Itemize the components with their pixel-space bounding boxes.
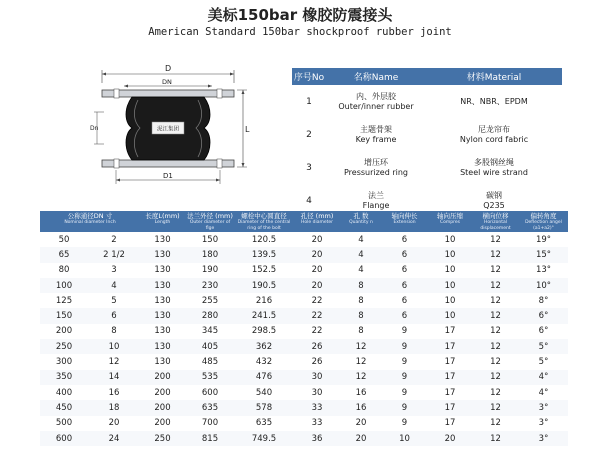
spec-cell: 150 — [185, 232, 235, 247]
spec-header-en: Horizontal displacement — [480, 220, 511, 231]
spec-cell: 130 — [140, 354, 185, 369]
spec-cell: 6° — [519, 324, 568, 339]
spec-cell: 180 — [185, 247, 235, 262]
spec-cell: 10 — [428, 232, 472, 247]
spec-cell: 405 — [185, 339, 235, 354]
spec-cell: 150 — [40, 308, 88, 323]
spec-cell: 20 — [293, 278, 341, 293]
spec-cell: 700 — [185, 416, 235, 431]
spec-cell: 33 — [293, 416, 341, 431]
spec-cell: 65 — [40, 247, 88, 262]
material-name-cn: 主题骨架 — [360, 124, 392, 134]
spec-cell: 26 — [293, 339, 341, 354]
spec-cell: 50 — [40, 232, 88, 247]
spec-cell: 9 — [381, 385, 428, 400]
spec-cell: 255 — [185, 293, 235, 308]
spec-header — [140, 211, 185, 232]
spec-cell: 12 — [472, 278, 519, 293]
spec-cell: 241.5 — [235, 308, 293, 323]
spec-cell: 400 — [40, 385, 88, 400]
spec-cell: 9 — [381, 400, 428, 415]
spec-cell: 12 — [341, 370, 381, 385]
spec-cell: 9 — [381, 370, 428, 385]
material-no: 3 — [306, 162, 312, 173]
spec-cell: 5° — [519, 354, 568, 369]
spec-row — [40, 278, 568, 293]
spec-header — [341, 211, 381, 232]
spec-cell: 20 — [341, 431, 381, 446]
spec-cell: 20 — [88, 416, 140, 431]
spec-header-cn: 孔径 (mm) — [300, 212, 334, 220]
spec-cell: 130 — [140, 263, 185, 278]
spec-row — [40, 416, 568, 431]
material-no: 2 — [306, 129, 312, 140]
spec-cell: 15° — [519, 247, 568, 262]
material-name — [326, 118, 426, 151]
spec-cell: 3° — [519, 400, 568, 415]
spec-cell: 19° — [519, 232, 568, 247]
spec-cell: 22 — [293, 293, 341, 308]
spec-cell: 500 — [40, 416, 88, 431]
spec-row — [40, 263, 568, 278]
material-name-cn: 内、外层胶 — [356, 91, 396, 101]
spec-cell: 12 — [472, 431, 519, 446]
material-name-cn: 法兰 — [368, 190, 384, 200]
spec-header-en: Diameter of the central ring of the bolt — [237, 220, 291, 231]
spec-cell: 130 — [140, 247, 185, 262]
spec-cell: 200 — [140, 385, 185, 400]
spec-cell: 20 — [428, 431, 472, 446]
spec-cell: 635 — [185, 400, 235, 415]
material-spec-cn: NR、NBR、EPDM — [460, 96, 528, 106]
material-name — [326, 85, 426, 118]
spec-cell: 10 — [428, 308, 472, 323]
spec-cell: 8° — [519, 293, 568, 308]
spec-cell: 350 — [40, 370, 88, 385]
spec-cell: 250 — [140, 431, 185, 446]
spec-cell: 12 — [472, 354, 519, 369]
spec-header — [40, 211, 140, 232]
spec-cell: 17 — [428, 324, 472, 339]
rubber-joint-drawing — [92, 60, 252, 190]
spec-cell: 12 — [472, 293, 519, 308]
spec-cell: 18 — [88, 400, 140, 415]
spec-row — [40, 293, 568, 308]
dim-label-d: D — [165, 64, 172, 73]
spec-cell: 12 — [472, 247, 519, 262]
spec-cell: 230 — [185, 278, 235, 293]
spec-cell: 362 — [235, 339, 293, 354]
spec-cell: 24 — [88, 431, 140, 446]
spec-cell: 200 — [140, 400, 185, 415]
material-no: 1 — [306, 96, 312, 107]
spec-cell: 12 — [472, 308, 519, 323]
spec-cell: 20 — [341, 416, 381, 431]
spec-header-cn: 公称通径DN 寸 — [67, 212, 113, 220]
spec-cell: 200 — [40, 324, 88, 339]
spec-cell: 8 — [341, 324, 381, 339]
spec-cell: 4 — [341, 247, 381, 262]
spec-cell: 17 — [428, 370, 472, 385]
spec-cell: 10 — [88, 339, 140, 354]
spec-cell: 600 — [185, 385, 235, 400]
spec-cell: 12 — [341, 354, 381, 369]
material-spec-cn: 碳钢 — [486, 190, 502, 200]
spec-cell: 298.5 — [235, 324, 293, 339]
spec-cell: 22 — [293, 324, 341, 339]
spec-cell: 33 — [293, 400, 341, 415]
materials-header-material: 材料Material — [426, 68, 562, 85]
spec-header — [519, 211, 568, 232]
spec-row — [40, 324, 568, 339]
spec-cell: 10 — [428, 263, 472, 278]
dim-label-d1: D1 — [163, 172, 173, 180]
spec-cell: 8 — [341, 308, 381, 323]
spec-cell: 6 — [88, 308, 140, 323]
spec-cell: 300 — [40, 354, 88, 369]
materials-row — [292, 118, 562, 151]
spec-header-en: Nominal diameter Inch — [64, 220, 116, 225]
spec-cell: 815 — [185, 431, 235, 446]
spec-cell: 17 — [428, 354, 472, 369]
spec-table — [40, 211, 568, 446]
spec-cell: 130 — [140, 293, 185, 308]
dim-label-dn-side: Dn — [90, 125, 99, 132]
spec-header-en: Compres — [440, 220, 461, 225]
spec-cell: 12 — [88, 354, 140, 369]
spec-cell: 6 — [381, 308, 428, 323]
material-spec-en: Nylon cord fabric — [459, 134, 529, 144]
spec-header-en: Outer diameter of flge — [189, 220, 231, 231]
spec-cell: 14 — [88, 370, 140, 385]
spec-cell: 10 — [381, 431, 428, 446]
spec-cell: 190.5 — [235, 278, 293, 293]
brand-label: 泥江集团 — [156, 126, 180, 133]
spec-cell: 749.5 — [235, 431, 293, 446]
spec-header — [293, 211, 341, 232]
spec-row — [40, 339, 568, 354]
spec-cell: 6 — [381, 247, 428, 262]
spec-cell: 130 — [140, 232, 185, 247]
spec-cell: 20 — [293, 232, 341, 247]
material-spec-cn: 多股钢丝绳 — [474, 157, 514, 167]
spec-cell: 12 — [472, 370, 519, 385]
spec-cell: 130 — [140, 324, 185, 339]
spec-row — [40, 354, 568, 369]
spec-cell: 12 — [472, 339, 519, 354]
spec-row — [40, 431, 568, 446]
spec-cell: 139.5 — [235, 247, 293, 262]
spec-cell: 476 — [235, 370, 293, 385]
spec-cell: 3° — [519, 431, 568, 446]
spec-cell: 130 — [140, 308, 185, 323]
spec-cell: 600 — [40, 431, 88, 446]
spec-cell: 9 — [381, 416, 428, 431]
spec-cell: 20 — [293, 263, 341, 278]
spec-cell: 5° — [519, 339, 568, 354]
materials-header-no: 序号No — [292, 68, 326, 85]
spec-header-en: Deflection angel (a1+a2)° — [525, 220, 562, 231]
spec-header-en: Extension — [393, 220, 416, 225]
spec-header-en: Hole diameter — [301, 220, 334, 225]
material-name-en: Key frame — [355, 134, 397, 144]
spec-cell: 540 — [235, 385, 293, 400]
spec-cell: 4 — [341, 263, 381, 278]
spec-row — [40, 400, 568, 415]
spec-header — [381, 211, 428, 232]
spec-cell: 12 — [341, 339, 381, 354]
spec-row — [40, 308, 568, 323]
spec-cell: 8 — [88, 324, 140, 339]
spec-cell: 12 — [472, 324, 519, 339]
spec-cell: 250 — [40, 339, 88, 354]
spec-header-cn: 螺栓中心圆直径 — [241, 212, 287, 220]
material-no: 4 — [306, 195, 312, 206]
spec-cell: 9 — [381, 339, 428, 354]
spec-row — [40, 370, 568, 385]
spec-header-cn: 孔 数 — [353, 212, 369, 220]
spec-cell: 4 — [341, 232, 381, 247]
spec-header-en: Quantity n — [349, 220, 373, 225]
material-name-en: Pressurized ring — [343, 167, 409, 177]
materials-header-name: 名称Name — [326, 68, 426, 85]
spec-cell: 9 — [381, 354, 428, 369]
spec-cell: 5 — [88, 293, 140, 308]
material-spec — [426, 151, 562, 184]
spec-cell: 16 — [341, 385, 381, 400]
spec-cell: 12 — [472, 232, 519, 247]
spec-cell: 17 — [428, 400, 472, 415]
spec-cell: 280 — [185, 308, 235, 323]
spec-cell: 2 1/2 — [88, 247, 140, 262]
spec-cell: 80 — [40, 263, 88, 278]
materials-row — [292, 85, 562, 118]
spec-cell: 200 — [140, 370, 185, 385]
spec-row — [40, 247, 568, 262]
spec-cell: 10 — [428, 247, 472, 262]
spec-cell: 6 — [381, 263, 428, 278]
spec-cell: 26 — [293, 354, 341, 369]
spec-cell: 4° — [519, 385, 568, 400]
spec-cell: 6 — [381, 232, 428, 247]
spec-cell: 17 — [428, 385, 472, 400]
spec-row — [40, 232, 568, 247]
spec-cell: 8 — [341, 293, 381, 308]
material-name — [326, 151, 426, 184]
spec-cell: 4° — [519, 370, 568, 385]
spec-cell: 130 — [140, 278, 185, 293]
material-spec-en: Steel wire strand — [460, 167, 528, 177]
spec-cell: 578 — [235, 400, 293, 415]
dim-label-dn: DN — [162, 78, 172, 86]
material-spec — [426, 85, 562, 118]
spec-cell: 12 — [472, 416, 519, 431]
spec-cell: 12 — [472, 385, 519, 400]
title-english: American Standard 150bar shockproof rubber joint — [148, 26, 452, 38]
spec-cell: 30 — [293, 370, 341, 385]
spec-header-cn: 法兰外径 (mm) — [187, 212, 233, 220]
spec-cell: 125 — [40, 293, 88, 308]
spec-cell: 120.5 — [235, 232, 293, 247]
spec-cell: 635 — [235, 416, 293, 431]
dim-label-l: L — [245, 125, 250, 134]
spec-cell: 345 — [185, 324, 235, 339]
spec-header-cn: 横向位移 — [482, 212, 509, 220]
spec-cell: 4 — [88, 278, 140, 293]
spec-header — [185, 211, 235, 232]
spec-cell: 130 — [140, 339, 185, 354]
spec-cell: 2 — [88, 232, 140, 247]
material-spec-cn: 尼龙帘布 — [478, 124, 510, 134]
spec-cell: 200 — [140, 416, 185, 431]
spec-cell: 6 — [381, 278, 428, 293]
spec-cell: 8 — [341, 278, 381, 293]
spec-header — [472, 211, 519, 232]
spec-header-en: Length — [154, 220, 171, 225]
spec-cell: 3 — [88, 263, 140, 278]
spec-cell: 36 — [293, 431, 341, 446]
spec-cell: 16 — [88, 385, 140, 400]
spec-cell: 17 — [428, 416, 472, 431]
spec-cell: 190 — [185, 263, 235, 278]
spec-cell: 16 — [341, 400, 381, 415]
spec-header-cn: 轴向压缩 — [437, 212, 464, 220]
spec-header — [428, 211, 472, 232]
material-name-en: Outer/inner rubber — [338, 101, 414, 111]
material-spec — [426, 118, 562, 151]
title-chinese: 美标150bar 橡胶防震接头 — [207, 6, 393, 24]
spec-header-cn: 长度L(mm) — [145, 212, 180, 220]
spec-row — [40, 385, 568, 400]
spec-cell: 12 — [472, 263, 519, 278]
spec-cell: 6 — [381, 293, 428, 308]
spec-cell: 17 — [428, 339, 472, 354]
spec-cell: 30 — [293, 385, 341, 400]
spec-cell: 9 — [381, 324, 428, 339]
spec-cell: 10° — [519, 278, 568, 293]
spec-cell: 20 — [293, 247, 341, 262]
spec-header-cn: 轴向伸长 — [391, 212, 418, 220]
material-name-en: Flange — [362, 200, 390, 210]
spec-cell: 13° — [519, 263, 568, 278]
spec-cell: 216 — [235, 293, 293, 308]
spec-cell: 485 — [185, 354, 235, 369]
spec-cell: 432 — [235, 354, 293, 369]
spec-cell: 450 — [40, 400, 88, 415]
spec-header-cn: 偏转角度 — [530, 212, 557, 220]
spec-header — [235, 211, 293, 232]
spec-cell: 6° — [519, 308, 568, 323]
spec-cell: 12 — [472, 400, 519, 415]
spec-cell: 535 — [185, 370, 235, 385]
spec-cell: 10 — [428, 278, 472, 293]
materials-table — [292, 68, 562, 217]
spec-cell: 22 — [293, 308, 341, 323]
material-spec-en: Q235 — [483, 200, 505, 210]
spec-cell: 3° — [519, 416, 568, 431]
spec-cell: 152.5 — [235, 263, 293, 278]
spec-cell: 10 — [428, 293, 472, 308]
spec-cell: 100 — [40, 278, 88, 293]
materials-row — [292, 151, 562, 184]
material-name-cn: 增压环 — [364, 157, 388, 167]
